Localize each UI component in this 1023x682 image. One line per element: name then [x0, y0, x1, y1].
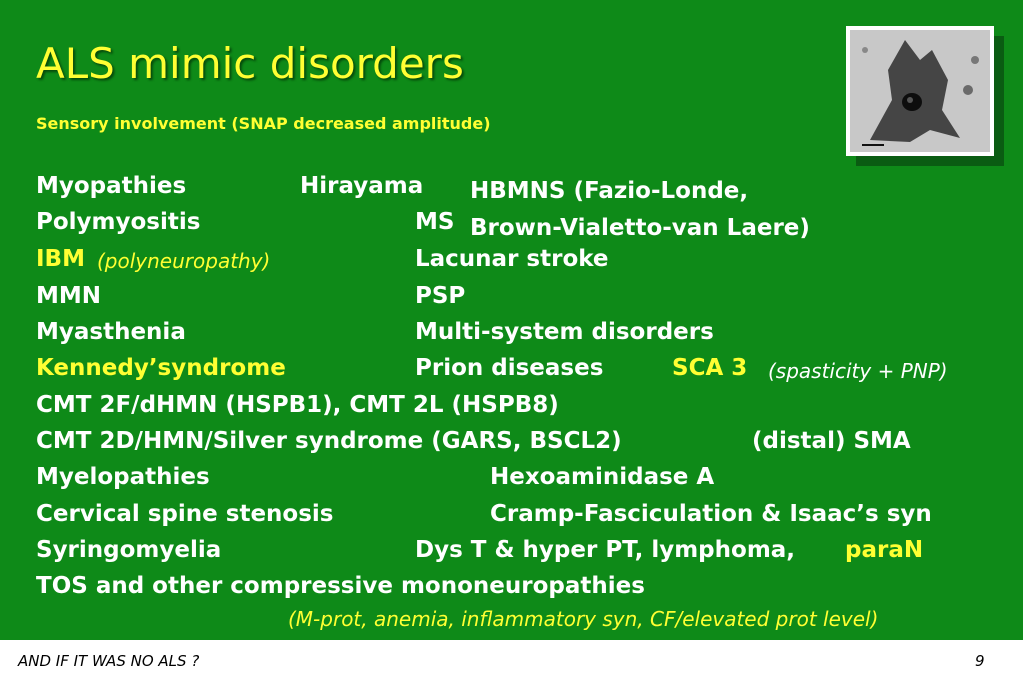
item-dys: Dys T & hyper PT, lymphoma, — [415, 537, 796, 563]
item-hbmns-line2: Brown-Vialetto-van Laere) — [470, 215, 810, 241]
item-syringomyelia: Syringomyelia — [36, 537, 222, 563]
item-lacunar-stroke: Lacunar stroke — [415, 246, 609, 272]
item-multisystem: Multi-system disorders — [415, 319, 714, 345]
item-sca3-note: (spasticity + PNP) — [768, 359, 948, 383]
item-mmn: MMN — [36, 283, 102, 309]
item-hirayama: Hirayama — [300, 173, 424, 199]
item-paran: paraN — [845, 537, 924, 563]
neuron-micrograph — [846, 26, 994, 156]
item-myopathies: Myopathies — [36, 173, 187, 199]
item-prion: Prion diseases — [415, 355, 604, 381]
item-hbmns-line1: HBMNS (Fazio-Londe, — [470, 178, 749, 204]
item-myasthenia: Myasthenia — [36, 319, 186, 345]
item-cervical-stenosis: Cervical spine stenosis — [36, 501, 334, 527]
item-myelopathies: Myelopathies — [36, 464, 210, 490]
item-ibm: IBM — [36, 246, 85, 272]
item-ibm-note: (polyneuropathy) — [97, 249, 271, 273]
item-kennedy: Kennedy’syndrome — [36, 355, 286, 381]
page-number: 9 — [975, 652, 985, 670]
item-cmt2f: CMT 2F/dHMN (HSPB1), CMT 2L (HSPB8) — [36, 392, 559, 418]
footer — [0, 640, 1023, 682]
item-polymyositis: Polymyositis — [36, 209, 201, 235]
footer-text: AND IF IT WAS NO ALS ? — [18, 652, 200, 670]
item-psp: PSP — [415, 283, 466, 309]
item-ms: MS — [415, 209, 455, 235]
item-mprot-note: (M-prot, anemia, inflammatory syn, CF/elevated prot level) — [288, 607, 879, 631]
item-sca3: SCA 3 — [672, 355, 748, 381]
neuron-micrograph-image — [850, 30, 990, 152]
item-cramp-fasciculation: Cramp-Fasciculation & Isaac’s syn — [490, 501, 932, 527]
item-hexoaminidase: Hexoaminidase A — [490, 464, 715, 490]
slide-subtitle: Sensory involvement (SNAP decreased amplitude) — [36, 114, 491, 133]
item-distal-sma: (distal) SMA — [752, 428, 911, 454]
item-tos: TOS and other compressive mononeuropathies — [36, 573, 645, 599]
slide-title: ALS mimic disorders — [36, 39, 464, 88]
item-cmt2d: CMT 2D/HMN/Silver syndrome (GARS, BSCL2) — [36, 428, 622, 454]
